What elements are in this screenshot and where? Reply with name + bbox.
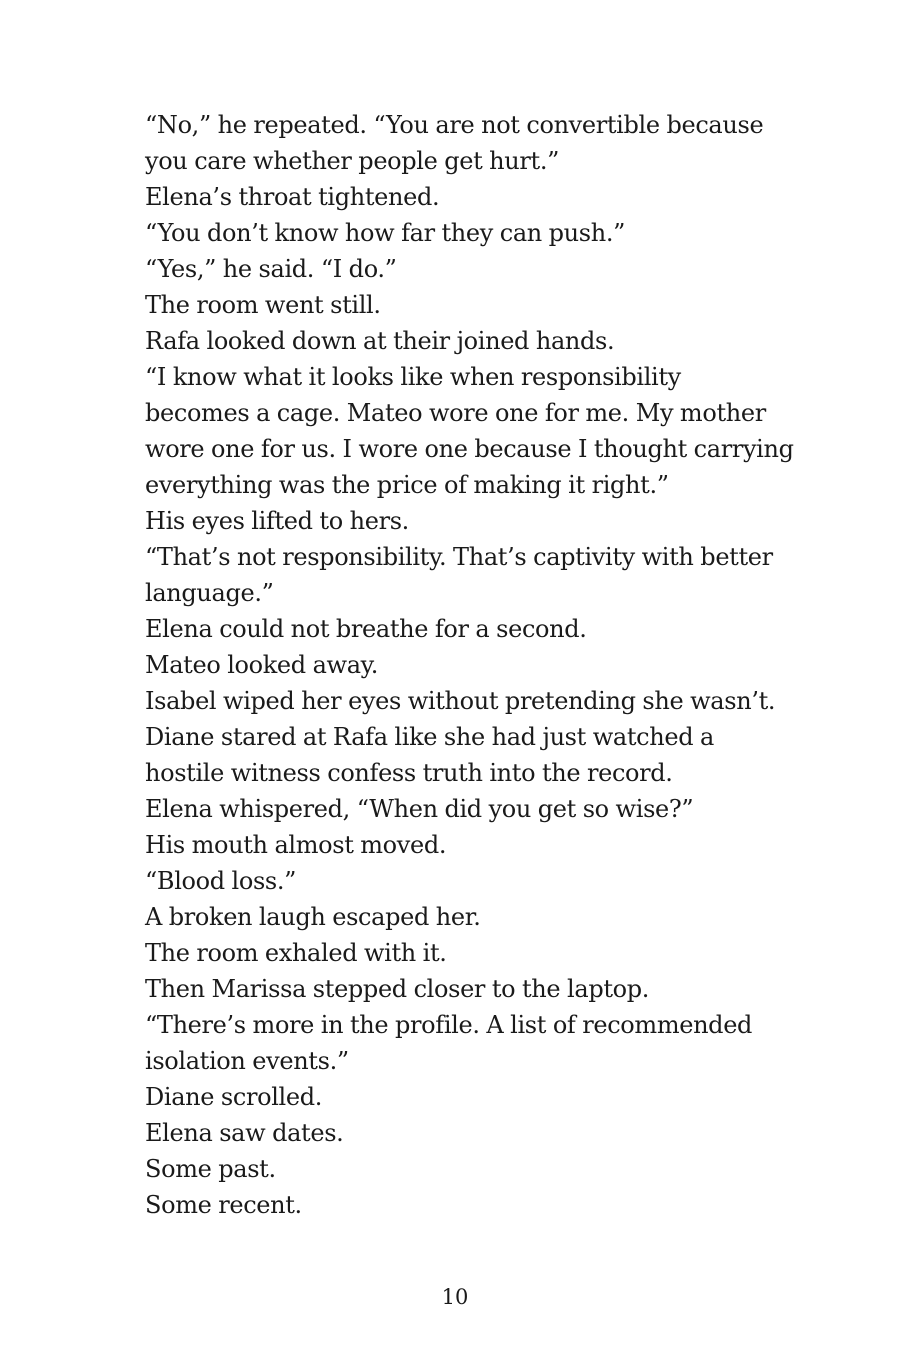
text-line: Elena could not breathe for a second. bbox=[145, 615, 587, 643]
paragraph bbox=[117, 287, 783, 323]
text-line: “I know what it looks like when responsibility bbox=[145, 363, 681, 391]
paragraph bbox=[117, 359, 794, 503]
text-line: His mouth almost moved. bbox=[145, 831, 447, 859]
text-line: everything was the price of making it right.” bbox=[145, 471, 669, 499]
text-line: “That’s not responsibility. That’s captivity with better bbox=[145, 543, 773, 571]
paragraph bbox=[117, 1187, 783, 1223]
paragraph bbox=[117, 323, 783, 359]
text-line: Elena’s throat tightened. bbox=[145, 183, 440, 211]
text-line: “There’s more in the profile. A list of recommended bbox=[145, 1011, 753, 1039]
text-line: Diane scrolled. bbox=[145, 1083, 322, 1111]
page-body bbox=[117, 107, 794, 1223]
text-line: “Yes,” he said. “I do.” bbox=[145, 255, 397, 283]
paragraph bbox=[117, 971, 783, 1007]
text-line: wore one for us. I wore one because I thought carrying bbox=[145, 435, 794, 463]
text-line: Rafa looked down at their joined hands. bbox=[145, 327, 615, 355]
paragraph bbox=[117, 647, 783, 683]
paragraph bbox=[117, 179, 783, 215]
paragraph bbox=[117, 251, 783, 287]
text-line: Isabel wiped her eyes without pretending she wasn’t. bbox=[145, 687, 776, 715]
paragraph bbox=[117, 107, 783, 179]
paragraph bbox=[117, 863, 783, 899]
text-line: becomes a cage. Mateo wore one for me. My mother bbox=[145, 399, 766, 427]
paragraph bbox=[117, 827, 783, 863]
text-line: “You don’t know how far they can push.” bbox=[145, 219, 626, 247]
paragraph bbox=[117, 1007, 783, 1079]
text-line: Diane stared at Rafa like she had just watched a bbox=[145, 723, 714, 751]
paragraph bbox=[117, 791, 783, 827]
text-line: you care whether people get hurt.” bbox=[145, 147, 560, 175]
text-line: “No,” he repeated. “You are not convertible because bbox=[145, 111, 764, 139]
paragraph bbox=[117, 611, 783, 647]
paragraph bbox=[117, 1079, 783, 1115]
paragraph bbox=[117, 503, 783, 539]
text-line: Elena whispered, “When did you get so wise?” bbox=[145, 795, 694, 823]
text-line: His eyes lifted to hers. bbox=[145, 507, 409, 535]
paragraph bbox=[117, 1115, 783, 1151]
text-line: language.” bbox=[145, 579, 274, 607]
text-line: Some recent. bbox=[145, 1191, 302, 1219]
text-line: A broken laugh escaped her. bbox=[145, 903, 481, 931]
text-line: Elena saw dates. bbox=[145, 1119, 344, 1147]
text-line: Mateo looked away. bbox=[145, 651, 378, 679]
text-line: hostile witness confess truth into the record. bbox=[145, 759, 673, 787]
text-line: “Blood loss.” bbox=[145, 867, 297, 895]
paragraph bbox=[117, 719, 783, 791]
text-line: isolation events.” bbox=[145, 1047, 349, 1075]
paragraph bbox=[117, 935, 783, 971]
page-number: 10 bbox=[441, 1285, 469, 1309]
paragraph bbox=[117, 683, 783, 719]
paragraph bbox=[117, 215, 783, 251]
paragraph bbox=[117, 899, 783, 935]
text-line: The room exhaled with it. bbox=[145, 939, 447, 967]
text-line: Some past. bbox=[145, 1155, 276, 1183]
paragraph bbox=[117, 1151, 783, 1187]
text-line: Then Marissa stepped closer to the laptop. bbox=[145, 975, 650, 1003]
paragraph bbox=[117, 539, 783, 611]
text-line: The room went still. bbox=[145, 291, 381, 319]
